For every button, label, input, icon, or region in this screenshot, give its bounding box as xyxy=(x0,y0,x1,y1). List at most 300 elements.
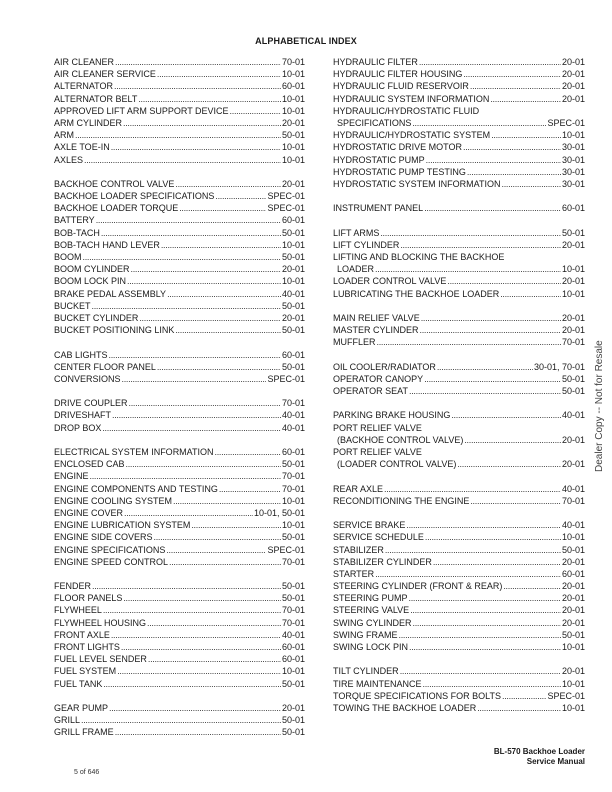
index-entry[interactable] xyxy=(333,361,585,373)
dot-leader xyxy=(115,726,281,738)
footer-title xyxy=(494,747,585,767)
index-entry[interactable] xyxy=(54,495,305,507)
index-entry[interactable] xyxy=(333,446,585,458)
index-entry[interactable] xyxy=(54,227,305,239)
section-gap xyxy=(333,300,585,312)
index-entry-name: ALTERNATOR xyxy=(54,81,114,92)
index-entry[interactable] xyxy=(333,617,585,629)
index-entry-name: ENGINE COMPONENTS AND TESTING xyxy=(54,483,218,494)
section-gap xyxy=(54,166,305,178)
index-entry-page: 20-01 xyxy=(561,666,585,677)
index-entry[interactable] xyxy=(333,141,585,153)
section-gap xyxy=(333,653,585,665)
index-entry-name: HYDROSTATIC DRIVE MOTOR xyxy=(333,142,463,153)
index-entry-page: 50-01 xyxy=(281,325,305,336)
index-entry-name: ENGINE COOLING SYSTEM xyxy=(54,495,173,506)
section-gap xyxy=(333,397,585,409)
index-entry-name: BUCKET xyxy=(54,300,91,311)
index-entry-name: BOOM xyxy=(54,252,82,262)
index-entry-page: SPEC-01 xyxy=(267,373,305,384)
index-entry-page: 50-01 xyxy=(281,581,305,592)
index-entry-name: BUCKET CYLINDER xyxy=(54,312,139,323)
index-entry[interactable] xyxy=(333,495,585,507)
index-entry[interactable] xyxy=(54,531,305,543)
index-entry-page: 20-01 xyxy=(281,264,305,275)
section-gap xyxy=(333,349,585,361)
dot-leader xyxy=(375,263,561,275)
index-entry[interactable] xyxy=(54,93,305,105)
index-entry[interactable] xyxy=(54,251,305,263)
index-entry-page: 20-01 xyxy=(561,434,585,445)
dot-leader xyxy=(463,68,561,80)
index-entry-page: 10-01 xyxy=(561,532,585,543)
dot-leader xyxy=(123,117,281,129)
index-entry-name: OPERATOR CANOPY xyxy=(333,373,424,384)
index-entry-page: 30-01 xyxy=(561,166,585,177)
index-entry[interactable] xyxy=(54,324,305,336)
index-entry[interactable] xyxy=(333,678,585,690)
dot-leader xyxy=(191,519,281,531)
index-entry-page: 20-01 xyxy=(561,57,585,67)
dot-leader xyxy=(126,458,281,470)
dot-leader xyxy=(410,604,561,616)
index-entry-name: MUFFLER xyxy=(333,337,376,348)
index-entry[interactable] xyxy=(54,202,305,214)
index-entry-name: AIR CLEANER xyxy=(54,57,115,67)
index-entry-page: 20-01 xyxy=(561,593,585,604)
index-entry-page: 20-01 xyxy=(561,617,585,628)
index-entry[interactable] xyxy=(54,178,305,190)
index-entry[interactable] xyxy=(54,409,305,421)
section-gap xyxy=(333,470,585,482)
dot-leader xyxy=(457,458,561,470)
index-entry[interactable] xyxy=(54,214,305,226)
index-entry-name: STABILIZER xyxy=(333,544,384,555)
index-entry-page: 60-01 xyxy=(281,215,305,226)
index-entry-name: BACKHOE CONTROL VALVE xyxy=(54,178,175,189)
dot-leader xyxy=(380,227,561,239)
index-entry-page: 20-01 xyxy=(281,178,305,189)
index-entry-page: 50-01 xyxy=(561,227,585,238)
index-entry[interactable] xyxy=(54,190,305,202)
index-entry[interactable] xyxy=(54,361,305,373)
dot-leader xyxy=(447,275,561,287)
index-entry-page: SPEC-01 xyxy=(267,544,305,555)
index-entry-page: 50-01 xyxy=(281,227,305,238)
dot-leader xyxy=(437,361,533,373)
index-entry-page: 20-01 xyxy=(561,556,585,567)
dot-leader xyxy=(147,617,281,629)
index-entry[interactable] xyxy=(333,702,585,714)
index-entry-name: ENGINE SIDE COVERS xyxy=(54,532,153,543)
index-entry[interactable] xyxy=(333,56,585,68)
index-entry[interactable] xyxy=(54,129,305,141)
index-entry-name: ENGINE LUBRICATION SYSTEM xyxy=(54,520,191,531)
index-entry-page: 40-01 xyxy=(561,520,585,531)
index-entry-name: SWING CYLINDER xyxy=(333,617,412,628)
index-entry[interactable] xyxy=(333,568,585,580)
index-entry[interactable] xyxy=(333,604,585,616)
index-entry[interactable] xyxy=(333,531,585,543)
index-entry[interactable] xyxy=(54,519,305,531)
index-entry-page: 10-01 xyxy=(281,69,305,80)
dot-leader xyxy=(173,495,281,507)
index-entry-name: CONVERSIONS xyxy=(54,373,121,384)
index-entry[interactable] xyxy=(54,349,305,361)
index-entry-page: 70-01 xyxy=(281,556,305,567)
index-entry-page: 60-01 xyxy=(281,81,305,92)
index-entry-page: 10-01 xyxy=(561,130,585,141)
index-entry-page: 60-01 xyxy=(561,203,585,214)
dot-leader xyxy=(433,556,561,568)
dot-leader xyxy=(84,154,281,166)
section-gap xyxy=(333,190,585,202)
index-entry-page: 30-01 xyxy=(561,142,585,153)
index-entry-name: BRAKE PEDAL ASSEMBLY xyxy=(54,288,167,299)
index-entry[interactable] xyxy=(54,714,305,726)
index-entry[interactable] xyxy=(333,93,585,105)
index-entry[interactable] xyxy=(54,56,305,68)
index-entry[interactable] xyxy=(333,592,585,604)
index-entry[interactable] xyxy=(54,641,305,653)
index-entry-name: ELECTRICAL SYSTEM INFORMATION xyxy=(54,447,214,457)
index-entry-name: LIFTING AND BLOCKING THE BACKHOE xyxy=(333,252,505,262)
dot-leader xyxy=(103,604,281,616)
dot-leader xyxy=(117,665,281,677)
index-entry-page: 10-01 xyxy=(281,666,305,677)
index-entry-name: LUBRICATING THE BACKHOE LOADER xyxy=(333,288,500,299)
index-entry[interactable] xyxy=(333,556,585,568)
index-entry[interactable] xyxy=(333,519,585,531)
index-entry[interactable] xyxy=(54,702,305,714)
dot-leader xyxy=(215,190,266,202)
index-entry[interactable] xyxy=(333,68,585,80)
index-entry-name: OIL COOLER/RADIATOR xyxy=(333,361,436,372)
index-entry[interactable] xyxy=(333,202,585,214)
dot-leader xyxy=(424,202,561,214)
dot-leader xyxy=(230,105,281,117)
index-entry-page: 70-01 xyxy=(281,483,305,494)
index-entry-name: DROP BOX xyxy=(54,422,102,433)
index-entry[interactable] xyxy=(333,544,585,556)
index-entry-name: TIRE MAINTENANCE xyxy=(333,678,422,689)
dot-leader xyxy=(112,409,281,421)
dot-leader xyxy=(131,263,281,275)
index-entry[interactable] xyxy=(333,166,585,178)
index-entry-page: SPEC-01 xyxy=(547,690,585,701)
index-entry-page: 10-01 xyxy=(561,702,585,713)
index-entry[interactable] xyxy=(54,726,305,738)
index-entry-page: 50-01 xyxy=(561,386,585,397)
index-entry[interactable] xyxy=(333,385,585,397)
index-entry[interactable] xyxy=(333,336,585,348)
dot-leader xyxy=(400,665,561,677)
index-entry-page: 20-01 xyxy=(561,239,585,250)
index-entry[interactable] xyxy=(333,422,585,434)
index-entry[interactable] xyxy=(54,154,305,166)
index-entry[interactable] xyxy=(333,154,585,166)
index-entry-page: 10-01 xyxy=(561,678,585,689)
index-entry-page: 20-01 xyxy=(561,312,585,323)
dot-leader xyxy=(129,397,281,409)
index-entry-name: BOB-TACH xyxy=(54,227,100,238)
index-entry[interactable] xyxy=(54,678,305,690)
dot-leader xyxy=(215,446,281,458)
dot-leader xyxy=(400,239,561,251)
index-entry[interactable] xyxy=(54,592,305,604)
index-entry[interactable] xyxy=(54,68,305,80)
index-entry-name: BOOM LOCK PIN xyxy=(54,276,127,287)
dot-leader xyxy=(463,141,561,153)
index-entry-name: STEERING VALVE xyxy=(333,605,410,616)
dot-leader xyxy=(413,617,561,629)
index-entry[interactable] xyxy=(333,373,585,385)
index-entry[interactable] xyxy=(54,665,305,677)
index-entry-page: 20-01 xyxy=(561,276,585,287)
dot-leader xyxy=(409,641,561,653)
index-entry-name: SWING FRAME xyxy=(333,629,398,640)
index-entry[interactable] xyxy=(54,580,305,592)
index-entry-name: BACKHOE LOADER TORQUE xyxy=(54,203,179,214)
index-entry-name: ENGINE xyxy=(54,471,89,482)
dot-leader xyxy=(425,531,561,543)
dot-leader xyxy=(92,580,281,592)
section-gap xyxy=(54,568,305,580)
index-entry-page: SPEC-01 xyxy=(267,191,305,202)
index-entry-name: AIR CLEANER SERVICE xyxy=(54,69,156,80)
index-entry-page: SPEC-01 xyxy=(547,117,585,128)
index-entry-name: ENCLOSED CAB xyxy=(54,459,125,470)
index-entry-name: AXLES xyxy=(54,154,84,165)
index-entry-page: 60-01 xyxy=(281,349,305,360)
index-entry-page: 40-01 xyxy=(281,410,305,421)
index-entry-name: AXLE TOE-IN xyxy=(54,142,110,153)
index-entry[interactable] xyxy=(54,275,305,287)
index-column-right xyxy=(333,56,585,714)
index-entry[interactable] xyxy=(54,458,305,470)
index-entry[interactable] xyxy=(333,80,585,92)
index-entry[interactable] xyxy=(54,629,305,641)
dot-leader xyxy=(102,422,281,434)
section-gap xyxy=(54,690,305,702)
index-entry-name: PORT RELIEF VALVE xyxy=(333,447,422,457)
index-entry[interactable] xyxy=(333,117,585,129)
dot-leader xyxy=(148,653,281,665)
index-entry-page: 40-01 xyxy=(281,422,305,433)
index-entry-name: TILT CYLINDER xyxy=(333,666,399,677)
dot-leader xyxy=(424,373,561,385)
index-entry[interactable] xyxy=(333,324,585,336)
index-entry[interactable] xyxy=(54,470,305,482)
index-entry-name: FLOOR PANELS xyxy=(54,593,123,604)
index-entry-page: 10-01, 50-01 xyxy=(253,507,305,518)
index-entry[interactable] xyxy=(54,105,305,117)
index-entry-page: 70-01 xyxy=(281,57,305,67)
index-entry-name: CAB LIGHTS xyxy=(54,349,108,360)
index-entry[interactable] xyxy=(54,141,305,153)
dot-leader xyxy=(161,239,281,251)
dot-leader xyxy=(103,678,281,690)
index-entry[interactable] xyxy=(333,239,585,251)
index-entry-page: 20-01 xyxy=(281,117,305,128)
index-entry-page: 50-01 xyxy=(281,715,305,726)
dot-leader xyxy=(175,178,281,190)
index-entry[interactable] xyxy=(54,483,305,495)
index-entry[interactable] xyxy=(54,239,305,251)
index-entry-name: HYDROSTATIC PUMP TESTING xyxy=(333,166,466,177)
index-entry-name: MASTER CYLINDER xyxy=(333,325,419,336)
index-entry-name: SWING LOCK PIN xyxy=(333,642,409,652)
index-entry-page: SPEC-01 xyxy=(267,203,305,214)
index-entry[interactable] xyxy=(54,422,305,434)
index-entry-page: 40-01 xyxy=(561,483,585,494)
index-entry-name: ARM xyxy=(54,130,74,141)
index-entry-page: 10-01 xyxy=(561,642,585,652)
index-entry-page: 50-01 xyxy=(561,629,585,640)
dot-leader xyxy=(121,641,281,653)
index-entry-name: FRONT AXLE xyxy=(54,629,110,640)
index-entry[interactable] xyxy=(333,288,585,300)
index-entry[interactable] xyxy=(54,544,305,556)
index-entry-name: FLYWHEEL HOUSING xyxy=(54,617,147,628)
index-entry-page: 30-01 xyxy=(561,178,585,189)
index-entry-page: 10-01 xyxy=(281,239,305,250)
index-entry-page: 50-01 xyxy=(281,252,305,262)
dot-leader xyxy=(219,483,281,495)
index-entry-page: 60-01 xyxy=(561,568,585,579)
index-entry-name: LOADER xyxy=(337,264,375,275)
index-entry[interactable] xyxy=(333,129,585,141)
index-entry-page: 10-01 xyxy=(561,288,585,299)
footer-model: BL-570 Backhoe Loader xyxy=(493,747,585,756)
section-gap xyxy=(54,336,305,348)
dot-leader xyxy=(502,178,561,190)
index-entry-name: GRILL xyxy=(54,715,81,726)
index-entry[interactable] xyxy=(54,507,305,519)
index-entry-name: SERVICE SCHEDULE xyxy=(333,532,424,543)
index-entry[interactable] xyxy=(54,80,305,92)
index-entry-page: 10-01 xyxy=(281,142,305,153)
index-entry[interactable] xyxy=(333,641,585,653)
index-entry[interactable] xyxy=(333,458,585,470)
footer-manual: Service Manual xyxy=(526,757,585,766)
dot-leader xyxy=(426,154,561,166)
index-entry-name: SERVICE BRAKE xyxy=(333,520,406,531)
index-entry-name: PARKING BRAKE HOUSING xyxy=(333,410,451,421)
index-entry-name: STEERING CYLINDER (FRONT & REAR) xyxy=(333,581,503,592)
dealer-copy-watermark: Dealer Copy -- Not for Resale xyxy=(594,340,605,472)
dot-leader xyxy=(109,702,281,714)
dot-leader xyxy=(154,531,281,543)
section-gap xyxy=(333,507,585,519)
dot-leader xyxy=(470,495,561,507)
index-entry-name: TORQUE SPECIFICATIONS FOR BOLTS xyxy=(333,690,502,701)
index-entry-name: DRIVE COUPLER xyxy=(54,398,128,409)
index-entry[interactable] xyxy=(333,263,585,275)
index-entry[interactable] xyxy=(333,665,585,677)
dot-leader xyxy=(385,544,561,556)
dot-leader xyxy=(399,629,561,641)
index-entry-page: 70-01 xyxy=(281,617,305,628)
index-entry[interactable] xyxy=(54,617,305,629)
index-entry-page: 10-01 xyxy=(561,264,585,275)
index-entry[interactable] xyxy=(333,629,585,641)
index-entry[interactable] xyxy=(333,105,585,117)
dot-leader xyxy=(477,702,561,714)
index-entry-name: FUEL SYSTEM xyxy=(54,666,117,677)
index-entry[interactable] xyxy=(333,580,585,592)
index-entry[interactable] xyxy=(333,312,585,324)
section-gap xyxy=(333,214,585,226)
dot-leader xyxy=(101,227,281,239)
dot-leader xyxy=(109,349,281,361)
dot-leader xyxy=(409,592,561,604)
index-entry-name: CENTER FLOOR PANEL xyxy=(54,361,156,372)
index-entry[interactable] xyxy=(54,312,305,324)
dot-leader xyxy=(502,690,546,702)
dot-leader xyxy=(139,312,281,324)
index-entry[interactable] xyxy=(54,288,305,300)
index-entry[interactable] xyxy=(54,653,305,665)
index-entry[interactable] xyxy=(54,397,305,409)
index-entry-name: HYDRAULIC FLUID RESERVOIR xyxy=(333,81,469,92)
index-entry-page: 50-01 xyxy=(281,532,305,543)
dot-leader xyxy=(115,56,281,68)
index-entry-name: MAIN RELIEF VALVE xyxy=(333,312,420,323)
index-entry[interactable] xyxy=(333,483,585,495)
index-entry-name: LOADER CONTROL VALVE xyxy=(333,276,447,287)
index-entry-page: 50-01 xyxy=(281,678,305,689)
dot-leader xyxy=(491,129,561,141)
index-entry[interactable] xyxy=(333,275,585,287)
dot-leader xyxy=(123,592,281,604)
dot-leader xyxy=(179,202,266,214)
index-entry-name: FLYWHEEL xyxy=(54,605,102,616)
dot-leader xyxy=(490,93,561,105)
index-entry-page: 50-01 xyxy=(281,130,305,141)
index-entry-page: 50-01 xyxy=(281,300,305,311)
index-entry-page: 20-01 xyxy=(561,605,585,616)
index-entry-page: 30-01, 70-01 xyxy=(533,361,585,372)
dot-leader xyxy=(166,544,266,556)
index-entry[interactable] xyxy=(333,409,585,421)
dot-leader xyxy=(114,80,281,92)
index-entry[interactable] xyxy=(54,604,305,616)
index-entry[interactable] xyxy=(54,117,305,129)
index-entry-name: INSTRUMENT PANEL xyxy=(333,203,424,214)
index-entry[interactable] xyxy=(54,373,305,385)
dot-leader xyxy=(157,361,281,373)
index-entry-page: 20-01 xyxy=(561,459,585,470)
index-entry-name: ALTERNATOR BELT xyxy=(54,93,138,104)
index-entry[interactable] xyxy=(54,300,305,312)
index-entry[interactable] xyxy=(333,251,585,263)
dot-leader xyxy=(451,409,561,421)
index-entry-page: 10-01 xyxy=(281,105,305,116)
index-entry[interactable] xyxy=(333,434,585,446)
section-gap xyxy=(54,385,305,397)
index-entry[interactable] xyxy=(54,263,305,275)
index-entry[interactable] xyxy=(333,178,585,190)
index-entry-name: SPECIFICATIONS xyxy=(337,117,412,128)
index-entry[interactable] xyxy=(333,690,585,702)
index-entry[interactable] xyxy=(54,446,305,458)
index-entry[interactable] xyxy=(54,556,305,568)
dot-leader xyxy=(138,93,281,105)
index-entry-page: 70-01 xyxy=(561,337,585,348)
dot-leader xyxy=(500,288,561,300)
index-entry[interactable] xyxy=(333,227,585,239)
